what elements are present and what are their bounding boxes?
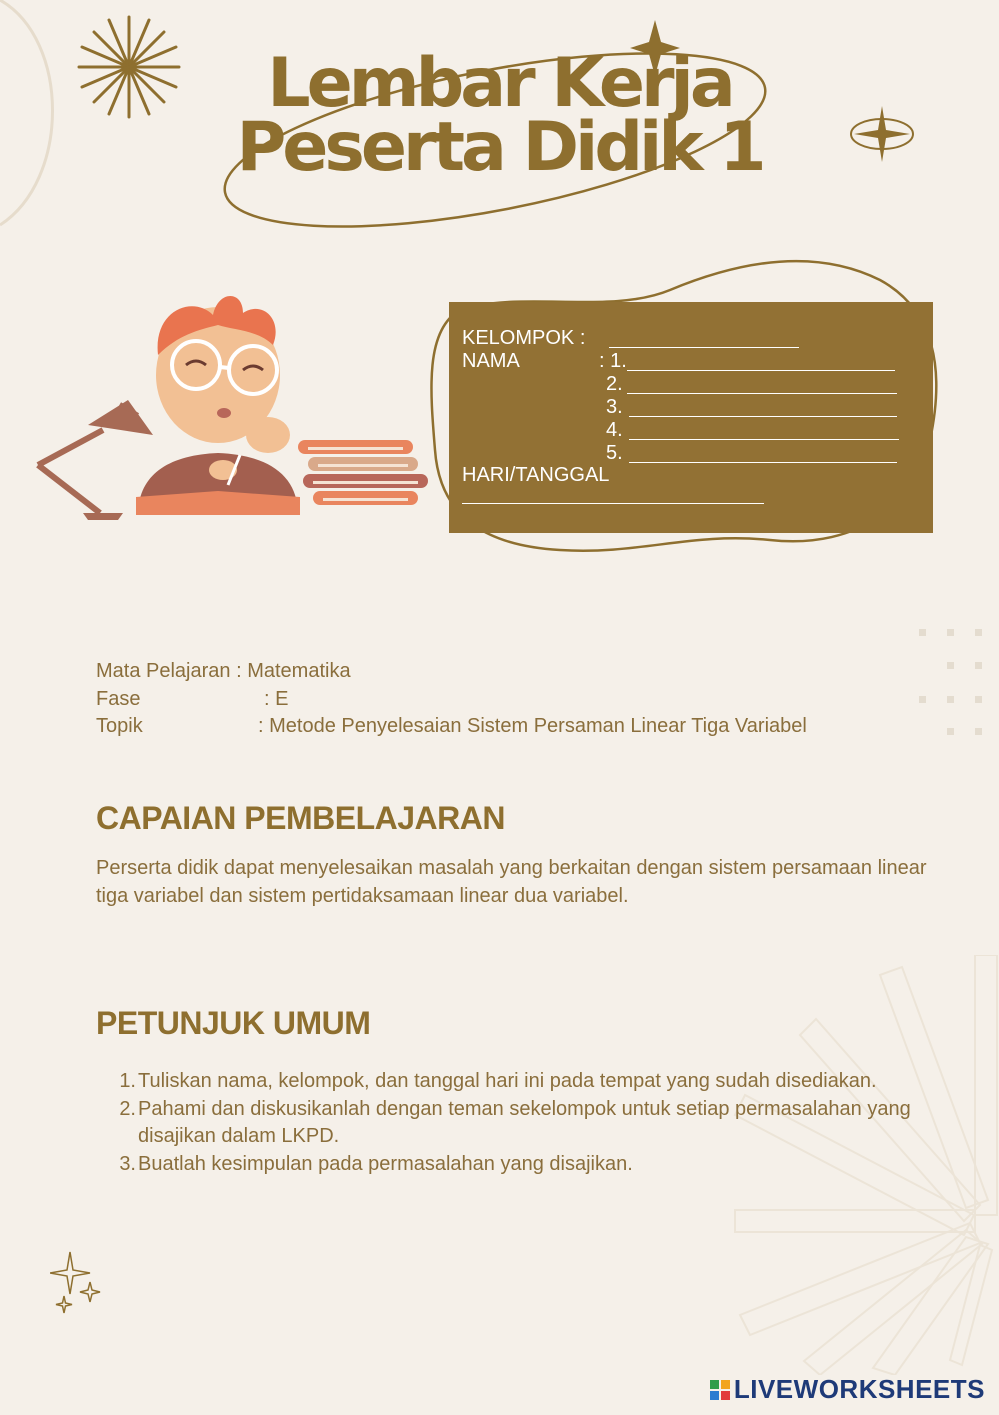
- topik-value: : Metode Penyelesaian Sistem Persaman Linear Tiga Variabel: [258, 715, 807, 737]
- list-item-number: 2.: [119, 1097, 136, 1120]
- list-item-text: Tuliskan nama, kelompok, dan tanggal hari ini pada tempat yang sudah disediakan.: [138, 1070, 877, 1092]
- topik-row: [96, 712, 807, 740]
- nama-number-1: : 1.: [599, 350, 627, 372]
- nama-field-1[interactable]: [627, 370, 895, 371]
- fase-label: Fase: [96, 688, 141, 710]
- title-line-2: Peserta Didik 1: [236, 108, 763, 187]
- petunjuk-heading: PETUNJUK UMUM: [96, 1005, 371, 1041]
- logo-blocks-icon: [710, 1380, 730, 1400]
- kelompok-label: KELOMPOK :: [462, 327, 586, 349]
- list-item: [116, 1096, 936, 1151]
- nama-number-3: 3.: [606, 396, 623, 418]
- list-item-text: Pahami dan diskusikanlah dengan teman sekelompok untuk setiap permasalahan yang disajikan dalam LKPD.: [138, 1097, 911, 1147]
- hari-tanggal-field[interactable]: [462, 503, 764, 504]
- list-item-number: 3.: [119, 1152, 136, 1175]
- capaian-text: Perserta didik dapat menyelesaikan masalah yang berkaitan dengan sistem persamaan linear tiga variabel dan sistem pertidaksamaan linear dua variabel.: [96, 857, 927, 907]
- list-item: [116, 1151, 936, 1179]
- kelompok-field[interactable]: [609, 347, 799, 348]
- fase-value: : E: [264, 688, 289, 710]
- nama-number-2: 2.: [606, 373, 623, 395]
- nama-field-4[interactable]: [629, 439, 899, 440]
- topik-label: Topik: [96, 715, 143, 737]
- list-item-number: 1.: [119, 1070, 136, 1092]
- capaian-heading: CAPAIAN PEMBELAJARAN: [96, 800, 505, 836]
- books-icon: [298, 440, 428, 505]
- lamp-icon: [38, 400, 153, 520]
- list-item-text: Buatlah kesimpulan pada permasalahan yang disajikan.: [138, 1152, 633, 1175]
- nama-field-5[interactable]: [629, 462, 897, 463]
- fase-row: [96, 685, 289, 713]
- identity-form: [449, 302, 933, 533]
- sparkles-icon: [50, 1250, 105, 1315]
- mapel-label: Mata Pelajaran: [96, 660, 231, 682]
- nama-label: NAMA: [462, 350, 520, 372]
- hari-tanggal-label: HARI/TANGGAL: [462, 464, 610, 486]
- title-line-1: Lembar Kerja: [267, 44, 732, 123]
- page-title: [0, 44, 999, 187]
- brand-text: LIVEWORKSHEETS: [733, 1374, 985, 1404]
- nama-number-4: 4.: [606, 419, 623, 441]
- nama-field-3[interactable]: [629, 416, 897, 417]
- student-illustration: [28, 285, 438, 525]
- nama-number-5: 5.: [606, 442, 623, 464]
- liveworksheets-logo[interactable]: [710, 1374, 985, 1405]
- dot-grid: [915, 626, 990, 741]
- nama-field-2[interactable]: [627, 393, 897, 394]
- list-item: [116, 1068, 936, 1096]
- mapel-value: : Matematika: [236, 660, 351, 682]
- petunjuk-list: [116, 1068, 936, 1178]
- mapel-row: [96, 657, 351, 685]
